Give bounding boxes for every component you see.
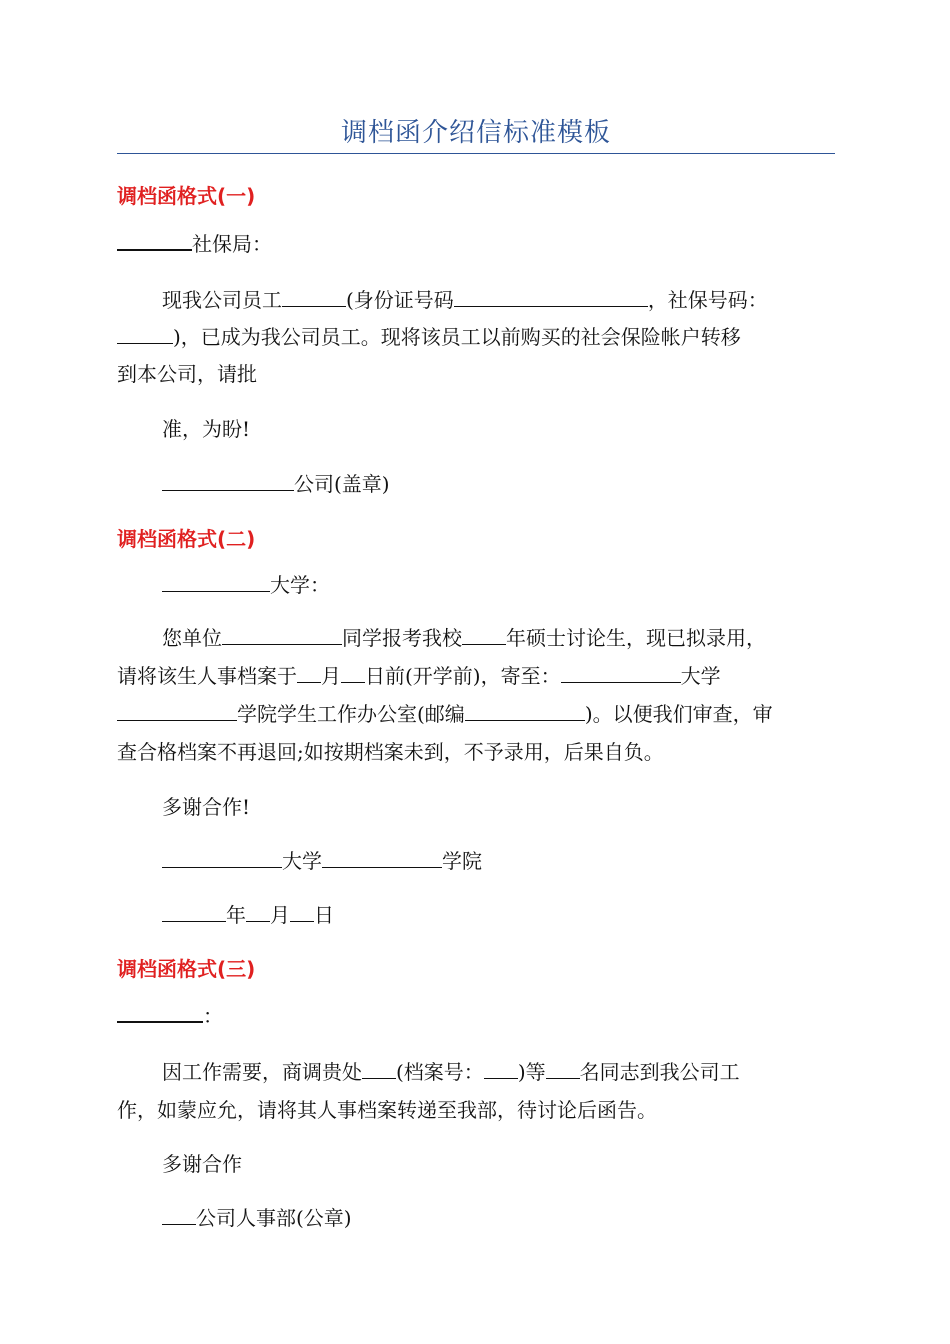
section-heading-3: 调档函格式(三) (117, 957, 256, 981)
text: )。以便我们审查，审 (584, 702, 773, 726)
blank (222, 643, 342, 645)
signature-2 (162, 845, 835, 874)
text: )，已成为我公司员工。现将该员工以前购买的社会保险帐户转移 (173, 325, 741, 349)
signature-3 (162, 1202, 835, 1231)
text: 名同志到我公司工 (579, 1060, 740, 1084)
text: 日 (314, 903, 334, 927)
text: 现我公司员工 (162, 288, 282, 312)
blank (162, 1223, 196, 1225)
text: (档案号： (396, 1060, 484, 1084)
salutation-3 (117, 1000, 835, 1029)
blank (462, 643, 506, 645)
blank (561, 681, 681, 683)
text: 公司人事部(公章) (196, 1206, 352, 1230)
blank (162, 489, 294, 491)
blank (322, 866, 442, 868)
text: 公司(盖章) (294, 472, 390, 496)
text: 大学 (680, 664, 721, 688)
blank (362, 1077, 396, 1079)
blank (246, 920, 270, 922)
text: 日前(开学前)，寄至： (365, 664, 561, 688)
salutation-text: 社保局： (192, 232, 272, 256)
paragraph-2-line-2 (117, 660, 835, 689)
text: 学院学生工作办公室(邮编 (237, 702, 465, 726)
signature-1 (162, 468, 835, 497)
blank (162, 866, 282, 868)
blank (117, 342, 173, 344)
blank (117, 1020, 203, 1023)
text: 因工作需要，商调贵处 (162, 1060, 362, 1084)
text: 同学报考我校 (342, 626, 462, 650)
blank (454, 305, 648, 307)
blank (297, 681, 321, 683)
paragraph-2-line-1 (162, 622, 835, 651)
paragraph-2-line-3 (117, 698, 835, 727)
text: 学院 (442, 849, 482, 873)
paragraph-1-line-1 (162, 284, 835, 313)
paragraph-2-line-4: 查合格档案不再退回;如按期档案未到，不予录用，后果自负。 (117, 740, 664, 764)
date-2 (162, 899, 835, 928)
thanks-3: 多谢合作 (162, 1152, 242, 1176)
text: (身份证号码 (346, 288, 454, 312)
text: 年 (226, 903, 246, 927)
blank (162, 590, 270, 592)
text: 大学 (282, 849, 322, 873)
salutation-2 (162, 569, 835, 598)
blank (117, 248, 192, 251)
thanks-2: 多谢合作! (162, 795, 251, 819)
blank (290, 920, 314, 922)
blank (484, 1077, 518, 1079)
blank (465, 719, 585, 721)
paragraph-3-line-2: 作，如蒙应允，请将其人事档案转递至我部，待讨论后函告。 (117, 1098, 657, 1122)
title-rule (117, 153, 835, 154)
text: 您单位 (162, 626, 222, 650)
paragraph-1-line-2 (117, 321, 835, 350)
paragraph-1-line-3: 到本公司，请批 (117, 362, 257, 386)
paragraph-3-line-1 (162, 1056, 835, 1085)
paragraph-1-close: 准，为盼! (162, 417, 251, 441)
text: )等 (517, 1060, 546, 1084)
salutation-text: ： (203, 1004, 223, 1028)
text: 请将该生人事档案于 (117, 664, 297, 688)
text: 月 (270, 903, 290, 927)
blank (117, 719, 237, 721)
salutation-text: 大学： (270, 573, 330, 597)
blank (282, 305, 346, 307)
text: ，社保号码： (647, 288, 768, 312)
salutation-1 (117, 228, 835, 257)
section-heading-2: 调档函格式(二) (117, 527, 256, 551)
text: 年硕士讨论生，现已拟录用， (506, 626, 766, 650)
blank (162, 920, 226, 922)
section-heading-1: 调档函格式(一) (117, 184, 256, 208)
text: 月 (321, 664, 341, 688)
blank (341, 681, 365, 683)
blank (546, 1077, 580, 1079)
document-title: 调档函介绍信标准模板 (340, 118, 611, 148)
